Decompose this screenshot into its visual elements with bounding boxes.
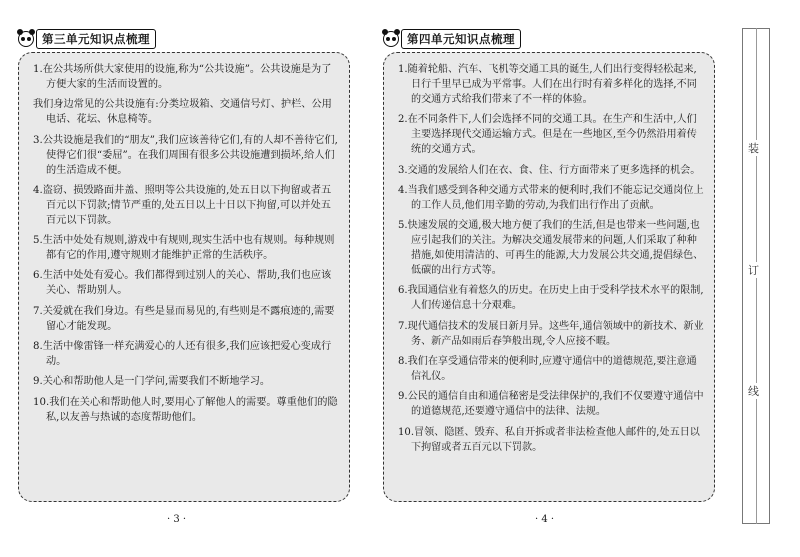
list-item: 4.盗窃、损毁路面井盖、照明等公共设施的,处五日以下拘留或者五百元以下罚款;情节严重的,处五日以上十日以下拘留,可以并处五百元以下罚款。 — [33, 184, 332, 226]
page-number-left: · 3 · — [167, 514, 187, 525]
list-item: 6.生活中处处有爱心。我们都得到过别人的关心、帮助,我们也应该关心、帮助别人。 — [33, 270, 332, 297]
list-item: 7.现代通信技术的发展日新月异。这些年,通信领域中的新技术、新业务、新产品如雨后春笋般出现,令人应接不暇。 — [398, 320, 704, 347]
list-item: 10.冒领、隐匿、毁弃、私自开拆或者非法检查他人邮件的,处五日以下拘留或者五百元以下罚款。 — [398, 426, 700, 453]
unit3-content-box — [18, 52, 350, 502]
list-item: 8.我们在享受通信带来的便利时,应遵守通信中的道德规范,要注意通信礼仪。 — [398, 356, 697, 383]
list-item: 4.当我们感受到各种交通方式带来的便利时,我们不能忘记交通岗位上的工作人员,他们用辛勤的劳动,为我们出行作出了贡献。 — [398, 184, 704, 211]
list-item: 8.生活中像雷锋一样充满爱心的人还有很多,我们应该把爱心变成行动。 — [33, 341, 332, 368]
panda-icon — [18, 31, 34, 47]
unit3-title: 第三单元知识点梳理 — [36, 29, 156, 49]
unit4-content-box — [383, 52, 715, 502]
list-item: 5.快速发展的交通,极大地方便了我们的生活,但是也带来一些问题,也应引起我们的关注。为解决交通发展带来的问题,人们采取了种种措施,如使用清洁的、可再生的能源,大力发展公共交通,提倡绿色、低碳的出行方式等。 — [398, 220, 704, 277]
binding-char-top: 装 — [748, 142, 759, 155]
list-item: 2.在不同条件下,人们会选择不同的交通工具。在生产和生活中,人们主要选择现代交通运输方式。但是在一些地区,至今仍然沿用着传统的交通方式。 — [398, 114, 697, 156]
unit4-header — [383, 30, 521, 48]
list-item: 5.生活中处处有规则,游戏中有规则,现实生活中也有规则。每种规则都有它的作用,遵守规则才能维护正常的生活秩序。 — [33, 235, 335, 262]
unit3-header — [18, 30, 156, 48]
list-item: 我们身边常见的公共设施有:分类垃圾箱、交通信号灯、护栏、公用电话、花坛、休息椅等。 — [33, 99, 332, 126]
list-item: 7.关爱就在我们身边。有些是显而易见的,有些则是不露痕迹的,需要留心才能发现。 — [33, 305, 335, 332]
list-item: 6.我国通信业有着悠久的历史。在历史上由于受科学技术水平的限制,人们传递信息十分艰难。 — [398, 285, 704, 312]
unit4-title: 第四单元知识点梳理 — [401, 29, 521, 49]
list-item: 1.在公共场所供大家使用的设施,称为“公共设施”。公共设施是为了方便大家的生活而设置的。 — [33, 64, 332, 90]
binding-char-middle: 订 — [748, 264, 759, 277]
list-item: 9.公民的通信自由和通信秘密是受法律保护的,我们不仅要遵守通信中的道德规范,还要遵守通信中的法律、法规。 — [398, 391, 704, 418]
list-item: 10.我们在关心和帮助他人时,要用心了解他人的需要。尊重他们的隐私,以友善与热诚的态度帮助他们。 — [33, 396, 338, 423]
panda-icon — [383, 31, 399, 47]
list-item: 9.关心和帮助他人是一门学问,需要我们不断地学习。 — [33, 376, 271, 388]
binding-char-bottom: 线 — [748, 385, 759, 398]
list-item: 3.交通的发展给人们在衣、食、住、行方面带来了更多选择的机会。 — [398, 164, 701, 176]
list-item: 1.随着轮船、汽车、飞机等交通工具的诞生,人们出行变得轻松起来,日行千里早已成为平常事。人们在出行时有着多样化的选择,不同的交通方式给我们带来了不一样的体验。 — [398, 64, 697, 105]
list-item: 3.公共设施是我们的“朋友”,我们应该善待它们,有的人却不善待它们,使得它们很“委屈”。在我们周围有很多公共设施遭到损坏,给人们的生活造成不便。 — [33, 134, 338, 176]
page-number-right: · 4 · — [535, 514, 555, 525]
